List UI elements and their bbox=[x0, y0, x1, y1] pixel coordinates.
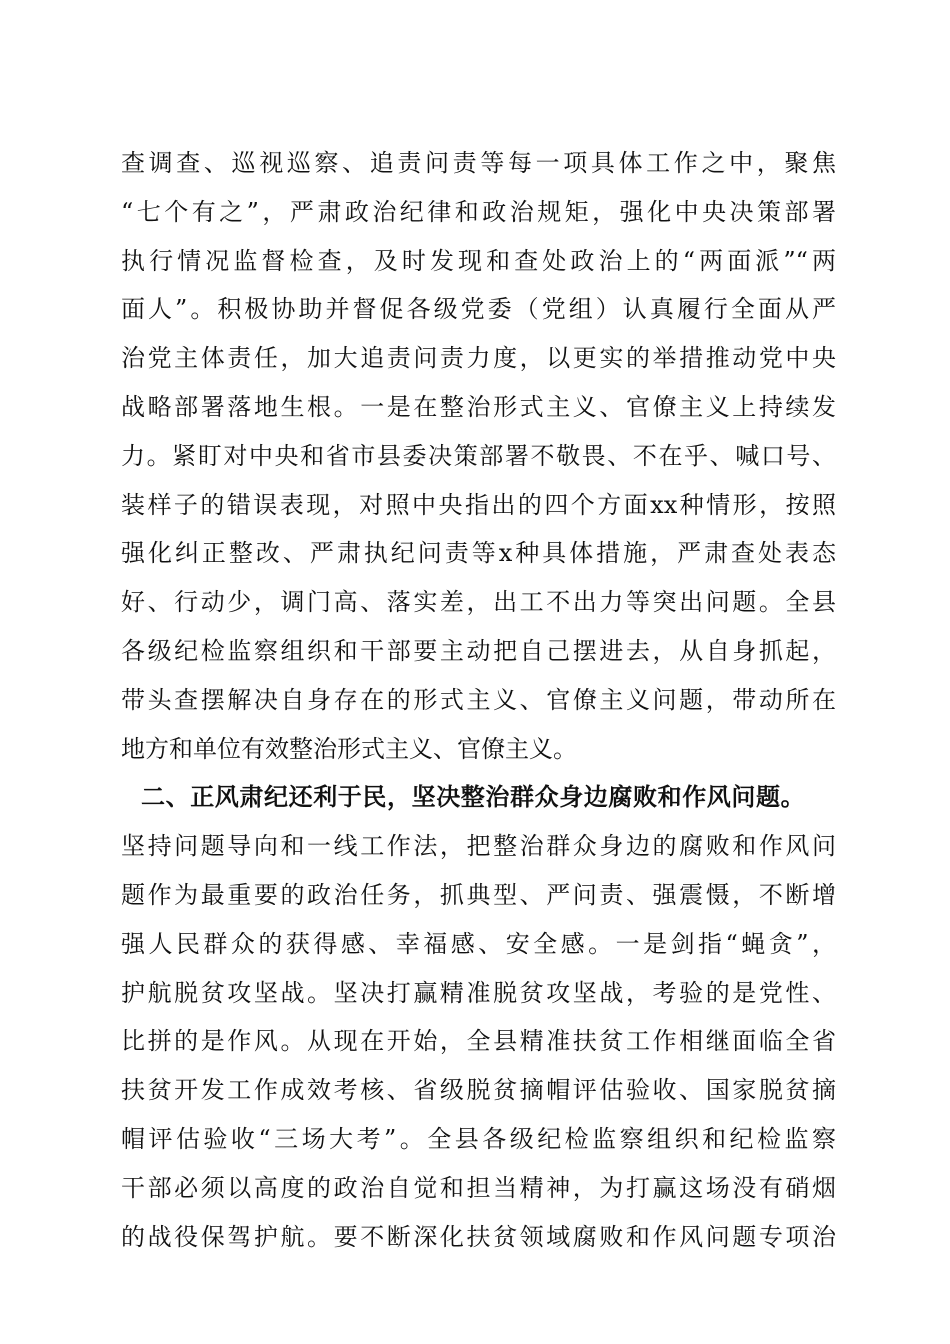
text-line: 治党主体责任，加大追责问责力度，以更实的举措推动党中央 bbox=[121, 344, 836, 373]
text-line: 扶贫开发工作成效考核、省级脱贫摘帽评估验收、国家脱贫摘 bbox=[121, 1076, 836, 1105]
document-body bbox=[121, 139, 836, 1261]
text-line: 强人民群众的获得感、幸福感、安全感。一是剑指“蝇贪”， bbox=[121, 929, 836, 958]
text-line: 各级纪检监察组织和干部要主动把自己摆进去，从自身抓起， bbox=[121, 636, 836, 665]
text-line: 的战役保驾护航。要不断深化扶贫领域腐败和作风问题专项治 bbox=[121, 1222, 836, 1251]
text-line: 带头查摆解决自身存在的形式主义、官僚主义问题，带动所在 bbox=[121, 685, 836, 714]
section-2 bbox=[121, 773, 836, 1261]
text-line: 坚持问题导向和一线工作法，把整治群众身边的腐败和作风问 bbox=[121, 832, 836, 861]
text-line: 护航脱贫攻坚战。坚决打赢精准脱贫攻坚战，考验的是党性、 bbox=[121, 978, 836, 1007]
text-line: 执行情况监督检查，及时发现和查处政治上的“两面派”“两 bbox=[121, 246, 836, 275]
text-line: “七个有之”，严肃政治纪律和政治规矩，强化中央决策部署 bbox=[121, 197, 836, 226]
text-line: 干部必须以高度的政治自觉和担当精神，为打赢这场没有硝烟 bbox=[121, 1173, 836, 1202]
text-line: 题作为最重要的政治任务，抓典型、严问责、强震慑，不断增 bbox=[121, 880, 836, 909]
text-line: 帽评估验收“三场大考”。全县各级纪检监察组织和纪检监察 bbox=[121, 1124, 836, 1153]
text-line: 地方和单位有效整治形式主义、官僚主义。 bbox=[121, 734, 577, 763]
text-line: 装样子的错误表现，对照中央指出的四个方面xx种情形，按照 bbox=[121, 490, 836, 519]
text-line: 查调查、巡视巡察、追责问责等每一项具体工作之中，聚焦 bbox=[121, 149, 836, 177]
paragraph-1 bbox=[121, 139, 836, 773]
text-line: 面人”。积极协助并督促各级党委（党组）认真履行全面从严 bbox=[121, 295, 836, 324]
text-line: 比拼的是作风。从现在开始，全县精准扶贫工作相继面临全省 bbox=[121, 1027, 836, 1056]
text-line: 战略部署落地生根。一是在整治形式主义、官僚主义上持续发 bbox=[121, 392, 836, 421]
text-line: 力。紧盯对中央和省市县委决策部署不敬畏、不在乎、喊口号、 bbox=[121, 441, 836, 470]
section-heading: 二、正风肃纪还利于民，坚决整治群众身边腐败和作风问题。 bbox=[141, 783, 806, 812]
text-line: 好、行动少，调门高、落实差，出工不出力等突出问题。全县 bbox=[121, 588, 836, 617]
text-line: 强化纠正整改、严肃执纪问责等x种具体措施，严肃查处表态 bbox=[121, 539, 836, 568]
